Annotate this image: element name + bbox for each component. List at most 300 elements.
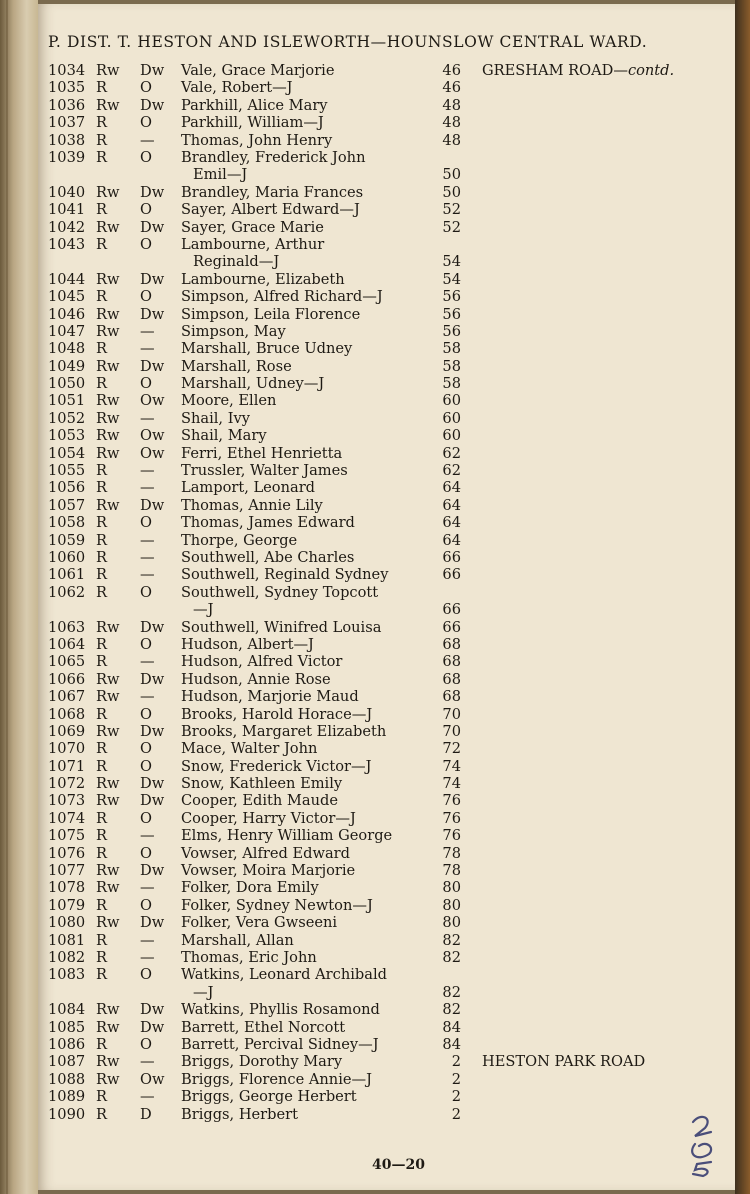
elector-name-line: Thomas, James Edward	[181, 514, 355, 532]
elector-name-line: Briggs, Herbert	[181, 1105, 298, 1123]
house-number: 76	[442, 809, 461, 827]
elector-name-continuation: —J	[193, 983, 214, 1001]
elector-name	[181, 740, 421, 757]
entry-number: 1072	[48, 775, 86, 793]
register-entry	[48, 532, 698, 549]
register-entry	[48, 706, 698, 723]
house-number: 56	[442, 305, 461, 323]
elector-name	[181, 184, 421, 201]
entry-number: 1084	[48, 1001, 86, 1019]
entry-number: 1038	[48, 131, 86, 149]
house-number: 50	[442, 183, 461, 201]
entry-number: 1060	[48, 548, 86, 566]
entry-number: 1057	[48, 496, 86, 514]
elector-name	[181, 114, 421, 131]
elector-name	[181, 932, 421, 949]
house-number: 46	[442, 62, 461, 79]
elector-name	[181, 62, 421, 79]
house-number: 2	[451, 1053, 461, 1071]
occupation-qualification: Dw	[140, 357, 165, 375]
register-entry	[48, 584, 698, 619]
entry-number: 1043	[48, 235, 86, 253]
elector-name-line: Vowser, Alfred Edward	[181, 844, 350, 862]
house-number: 48	[442, 114, 461, 132]
occupation-qualification: O	[140, 201, 152, 219]
residence-qualification: Rw	[96, 775, 120, 793]
residence-qualification: Rw	[96, 183, 120, 201]
elector-name-line: Lamport, Leonard	[181, 479, 316, 497]
house-number: 82	[442, 983, 461, 1001]
register-entry	[48, 288, 698, 305]
elector-name	[181, 132, 421, 149]
occupation-qualification: —	[140, 931, 155, 949]
elector-name-continuation: —J	[193, 601, 214, 619]
street-continued-note: contd.	[627, 62, 675, 79]
house-number: 80	[442, 896, 461, 914]
electoral-register-list	[48, 62, 698, 1123]
street-name	[482, 62, 674, 79]
occupation-qualification: Dw	[140, 305, 165, 323]
elector-name-line: Southwell, Sydney Topcott	[181, 583, 379, 601]
residence-qualification: R	[96, 896, 107, 914]
house-number: 48	[442, 131, 461, 149]
register-entry	[48, 323, 698, 340]
entry-number: 1076	[48, 844, 86, 862]
occupation-qualification: Dw	[140, 62, 165, 79]
house-number: 2	[451, 1105, 461, 1123]
elector-name-line: Parkhill, Alice Mary	[181, 96, 328, 114]
house-number: 80	[442, 879, 461, 897]
entry-number: 1066	[48, 670, 86, 688]
register-entry	[48, 340, 698, 357]
house-number: 46	[442, 79, 461, 97]
occupation-qualification: Dw	[140, 183, 165, 201]
elector-name	[181, 619, 421, 636]
entry-number: 1041	[48, 201, 86, 219]
entry-number: 1083	[48, 966, 86, 984]
elector-name-line: Southwell, Abe Charles	[181, 548, 355, 566]
elector-name-line: Vowser, Moira Marjorie	[181, 862, 356, 880]
register-entry	[48, 514, 698, 531]
register-entry	[48, 358, 698, 375]
elector-name-line: Vale, Robert—J	[181, 79, 293, 97]
occupation-qualification: —	[140, 827, 155, 845]
house-number: 76	[442, 792, 461, 810]
residence-qualification: R	[96, 148, 107, 166]
register-entry	[48, 792, 698, 809]
occupation-qualification: —	[140, 531, 155, 549]
elector-name-continuation: Emil—J	[193, 166, 248, 184]
residence-qualification: R	[96, 931, 107, 949]
elector-name	[181, 584, 421, 619]
register-entry	[48, 149, 698, 184]
elector-name-line: Briggs, George Herbert	[181, 1088, 357, 1106]
elector-name-line: Cooper, Edith Maude	[181, 792, 338, 810]
entry-number: 1063	[48, 618, 86, 636]
entry-number: 1036	[48, 96, 86, 114]
house-number: 70	[442, 705, 461, 723]
elector-name-line: Barrett, Percival Sidney—J	[181, 1035, 379, 1053]
elector-name-line: Marshall, Udney—J	[181, 375, 325, 393]
elector-name-continuation: Reginald—J	[193, 253, 280, 271]
entry-number: 1067	[48, 688, 86, 706]
elector-name-line: Thorpe, George	[181, 531, 298, 549]
occupation-qualification: Dw	[140, 496, 165, 514]
entry-number: 1078	[48, 879, 86, 897]
register-entry	[48, 79, 698, 96]
register-entry	[48, 566, 698, 583]
residence-qualification: Rw	[96, 392, 120, 410]
residence-qualification: R	[96, 1035, 107, 1053]
elector-name-line: Hudson, Alfred Victor	[181, 653, 343, 671]
house-number: 72	[442, 740, 461, 758]
residence-qualification: R	[96, 462, 107, 480]
occupation-qualification: D	[140, 1105, 152, 1123]
page-header: P. DIST. T. HESTON AND ISLEWORTH—HOUNSLOW CENTRAL WARD.	[48, 33, 648, 51]
entry-number: 1049	[48, 357, 86, 375]
entry-number: 1050	[48, 375, 86, 393]
elector-name-line: Moore, Ellen	[181, 392, 277, 410]
residence-qualification: R	[96, 340, 107, 358]
house-number: 54	[442, 270, 461, 288]
elector-name-line: Briggs, Florence Annie—J	[181, 1070, 372, 1088]
elector-name	[181, 271, 421, 288]
house-number: 66	[442, 601, 461, 619]
register-entry	[48, 306, 698, 323]
house-number: 70	[442, 722, 461, 740]
residence-qualification: R	[96, 809, 107, 827]
occupation-qualification: O	[140, 375, 152, 393]
elector-name-line: Sayer, Albert Edward—J	[181, 201, 360, 219]
occupation-qualification: O	[140, 1035, 152, 1053]
elector-name	[181, 323, 421, 340]
elector-name-line: Folker, Sydney Newton—J	[181, 896, 373, 914]
elector-name-line: Simpson, May	[181, 322, 286, 340]
occupation-qualification: O	[140, 966, 152, 984]
elector-name-line: Briggs, Dorothy Mary	[181, 1053, 343, 1071]
house-number: 84	[442, 1035, 461, 1053]
entry-number: 1058	[48, 514, 86, 532]
residence-qualification: Rw	[96, 862, 120, 880]
elector-name	[181, 375, 421, 392]
register-entry	[48, 723, 698, 740]
occupation-qualification: O	[140, 79, 152, 97]
house-number: 60	[442, 392, 461, 410]
occupation-qualification: —	[140, 879, 155, 897]
residence-qualification: R	[96, 235, 107, 253]
register-entry	[48, 827, 698, 844]
house-number: 52	[442, 201, 461, 219]
elector-name	[181, 845, 421, 862]
elector-name-line: Shail, Ivy	[181, 409, 250, 427]
register-entry	[48, 862, 698, 879]
residence-qualification: Rw	[96, 1018, 120, 1036]
elector-name	[181, 949, 421, 966]
street-name	[482, 1053, 645, 1070]
residence-qualification: R	[96, 114, 107, 132]
elector-name-line: Hudson, Annie Rose	[181, 670, 331, 688]
residence-qualification: Rw	[96, 496, 120, 514]
elector-name	[181, 775, 421, 792]
elector-name	[181, 827, 421, 844]
house-number: 82	[442, 1001, 461, 1019]
entry-number: 1071	[48, 757, 86, 775]
elector-name	[181, 288, 421, 305]
occupation-qualification: Dw	[140, 775, 165, 793]
elector-name	[181, 358, 421, 375]
house-number: 56	[442, 322, 461, 340]
elector-name-line: Southwell, Reginald Sydney	[181, 566, 389, 584]
residence-qualification: R	[96, 531, 107, 549]
entry-number: 1062	[48, 583, 86, 601]
elector-name	[181, 862, 421, 879]
occupation-qualification: O	[140, 809, 152, 827]
elector-name	[181, 97, 421, 114]
occupation-qualification: —	[140, 409, 155, 427]
occupation-qualification: Dw	[140, 218, 165, 236]
house-number: 56	[442, 288, 461, 306]
entry-number: 1039	[48, 148, 86, 166]
elector-name	[181, 340, 421, 357]
elector-name	[181, 706, 421, 723]
elector-name-line: Sayer, Grace Marie	[181, 218, 324, 236]
elector-name	[181, 653, 421, 670]
residence-qualification: R	[96, 479, 107, 497]
elector-name-line: Marshall, Allan	[181, 931, 294, 949]
house-number: 64	[442, 479, 461, 497]
residence-qualification: Rw	[96, 357, 120, 375]
elector-name	[181, 966, 421, 1001]
register-entry	[48, 810, 698, 827]
elector-name-line: Brooks, Harold Horace—J	[181, 705, 373, 723]
residence-qualification: R	[96, 514, 107, 532]
residence-qualification: R	[96, 288, 107, 306]
register-entry	[48, 1053, 698, 1070]
house-number: 58	[442, 340, 461, 358]
entry-number: 1051	[48, 392, 86, 410]
occupation-qualification: O	[140, 635, 152, 653]
residence-qualification: R	[96, 1105, 107, 1123]
occupation-qualification: O	[140, 757, 152, 775]
elector-name	[181, 392, 421, 409]
house-number: 78	[442, 862, 461, 880]
elector-name-line: Ferri, Ethel Henrietta	[181, 444, 343, 462]
street-name-text: HESTON PARK ROAD	[482, 1053, 646, 1071]
entry-number: 1068	[48, 705, 86, 723]
register-entry	[48, 201, 698, 218]
entry-number: 1082	[48, 948, 86, 966]
occupation-qualification: —	[140, 566, 155, 584]
elector-name-line: Elms, Henry William George	[181, 827, 393, 845]
elector-name	[181, 514, 421, 531]
entry-number: 1048	[48, 340, 86, 358]
house-number: 84	[442, 1018, 461, 1036]
residence-qualification: R	[96, 79, 107, 97]
house-number: 78	[442, 844, 461, 862]
elector-name	[181, 671, 421, 688]
elector-name	[181, 219, 421, 236]
elector-name	[181, 549, 421, 566]
house-number: 74	[442, 775, 461, 793]
elector-name-line: Thomas, John Henry	[181, 131, 333, 149]
occupation-qualification: —	[140, 479, 155, 497]
register-entry	[48, 914, 698, 931]
house-number: 64	[442, 514, 461, 532]
entry-number: 1053	[48, 427, 86, 445]
register-entry	[48, 271, 698, 288]
elector-name	[181, 79, 421, 96]
occupation-qualification: O	[140, 148, 152, 166]
register-entry	[48, 375, 698, 392]
elector-name-line: Brooks, Margaret Elizabeth	[181, 722, 387, 740]
residence-qualification: R	[96, 653, 107, 671]
elector-name	[181, 879, 421, 896]
residence-qualification: R	[96, 740, 107, 758]
occupation-qualification: Dw	[140, 722, 165, 740]
residence-qualification: Rw	[96, 444, 120, 462]
residence-qualification: Rw	[96, 96, 120, 114]
residence-qualification: R	[96, 966, 107, 984]
elector-name-line: Watkins, Leonard Archibald	[181, 966, 387, 984]
entry-number: 1070	[48, 740, 86, 758]
register-entry	[48, 1106, 698, 1123]
entry-number: 1052	[48, 409, 86, 427]
entry-number: 1065	[48, 653, 86, 671]
occupation-qualification: —	[140, 653, 155, 671]
house-number: 48	[442, 96, 461, 114]
residence-qualification: Rw	[96, 670, 120, 688]
register-entry	[48, 671, 698, 688]
occupation-qualification: O	[140, 235, 152, 253]
page-footer: 40—20	[372, 1157, 425, 1173]
register-entry	[48, 845, 698, 862]
entry-number: 1077	[48, 862, 86, 880]
occupation-qualification: Dw	[140, 618, 165, 636]
register-entry	[48, 427, 698, 444]
house-number: 54	[442, 253, 461, 271]
entry-number: 1089	[48, 1088, 86, 1106]
occupation-qualification: Ow	[140, 1070, 165, 1088]
house-number: 64	[442, 531, 461, 549]
elector-name-line: Cooper, Harry Victor—J	[181, 809, 356, 827]
residence-qualification: Rw	[96, 1070, 120, 1088]
elector-name	[181, 810, 421, 827]
elector-name-line: Hudson, Albert—J	[181, 635, 314, 653]
residence-qualification: Rw	[96, 322, 120, 340]
register-entry	[48, 132, 698, 149]
occupation-qualification: Dw	[140, 1018, 165, 1036]
entry-number: 1079	[48, 896, 86, 914]
elector-name-line: Thomas, Annie Lily	[181, 496, 323, 514]
elector-name-line: Shail, Mary	[181, 427, 267, 445]
residence-qualification: R	[96, 201, 107, 219]
house-number: 74	[442, 757, 461, 775]
residence-qualification: Rw	[96, 305, 120, 323]
residence-qualification: R	[96, 548, 107, 566]
register-entry	[48, 392, 698, 409]
entry-number: 1035	[48, 79, 86, 97]
house-number: 66	[442, 566, 461, 584]
residence-qualification: R	[96, 131, 107, 149]
occupation-qualification: —	[140, 1088, 155, 1106]
house-number: 62	[442, 444, 461, 462]
residence-qualification: Rw	[96, 1053, 120, 1071]
entry-number: 1090	[48, 1105, 86, 1123]
register-entry	[48, 1088, 698, 1105]
house-number: 68	[442, 635, 461, 653]
residence-qualification: R	[96, 1088, 107, 1106]
elector-name	[181, 636, 421, 653]
elector-name-line: Marshall, Rose	[181, 357, 292, 375]
residence-qualification: Rw	[96, 879, 120, 897]
elector-name-line: Hudson, Marjorie Maud	[181, 688, 359, 706]
occupation-qualification: Dw	[140, 670, 165, 688]
entry-number: 1054	[48, 444, 86, 462]
register-entry	[48, 740, 698, 757]
register-entry	[48, 236, 698, 271]
register-entry	[48, 410, 698, 427]
occupation-qualification: —	[140, 948, 155, 966]
occupation-qualification: Ow	[140, 444, 165, 462]
register-entry	[48, 479, 698, 496]
occupation-qualification: Ow	[140, 427, 165, 445]
book-edge	[735, 0, 750, 1194]
elector-name	[181, 445, 421, 462]
entry-number: 1034	[48, 62, 86, 79]
house-number: 82	[442, 931, 461, 949]
elector-name-line: Simpson, Leila Florence	[181, 305, 361, 323]
elector-name-line: Thomas, Eric John	[181, 948, 317, 966]
elector-name-line: Snow, Kathleen Emily	[181, 775, 343, 793]
register-entry	[48, 1036, 698, 1053]
occupation-qualification: O	[140, 583, 152, 601]
residence-qualification: Rw	[96, 914, 120, 932]
residence-qualification: Rw	[96, 722, 120, 740]
occupation-qualification: O	[140, 114, 152, 132]
entry-number: 1046	[48, 305, 86, 323]
occupation-qualification: Dw	[140, 862, 165, 880]
entry-number: 1037	[48, 114, 86, 132]
occupation-qualification: O	[140, 514, 152, 532]
house-number: 62	[442, 462, 461, 480]
entry-number: 1073	[48, 792, 86, 810]
house-number: 2	[451, 1088, 461, 1106]
entry-number: 1061	[48, 566, 86, 584]
residence-qualification: Rw	[96, 218, 120, 236]
elector-name-line: Parkhill, William—J	[181, 114, 324, 132]
elector-name-line: Brandley, Maria Frances	[181, 183, 364, 201]
house-number: 50	[442, 166, 461, 184]
elector-name	[181, 1019, 421, 1036]
house-number: 2	[451, 1070, 461, 1088]
house-number: 60	[442, 409, 461, 427]
entry-number: 1044	[48, 270, 86, 288]
entry-number: 1064	[48, 635, 86, 653]
register-entry	[48, 897, 698, 914]
occupation-qualification: —	[140, 1053, 155, 1071]
elector-name	[181, 427, 421, 444]
occupation-qualification: —	[140, 131, 155, 149]
elector-name-line: Lambourne, Arthur	[181, 235, 325, 253]
residence-qualification: Rw	[96, 427, 120, 445]
house-number: 58	[442, 375, 461, 393]
occupation-qualification: —	[140, 462, 155, 480]
book-binding	[0, 0, 38, 1194]
register-entry	[48, 219, 698, 236]
occupation-qualification: —	[140, 340, 155, 358]
entry-number: 1047	[48, 322, 86, 340]
house-number: 58	[442, 357, 461, 375]
